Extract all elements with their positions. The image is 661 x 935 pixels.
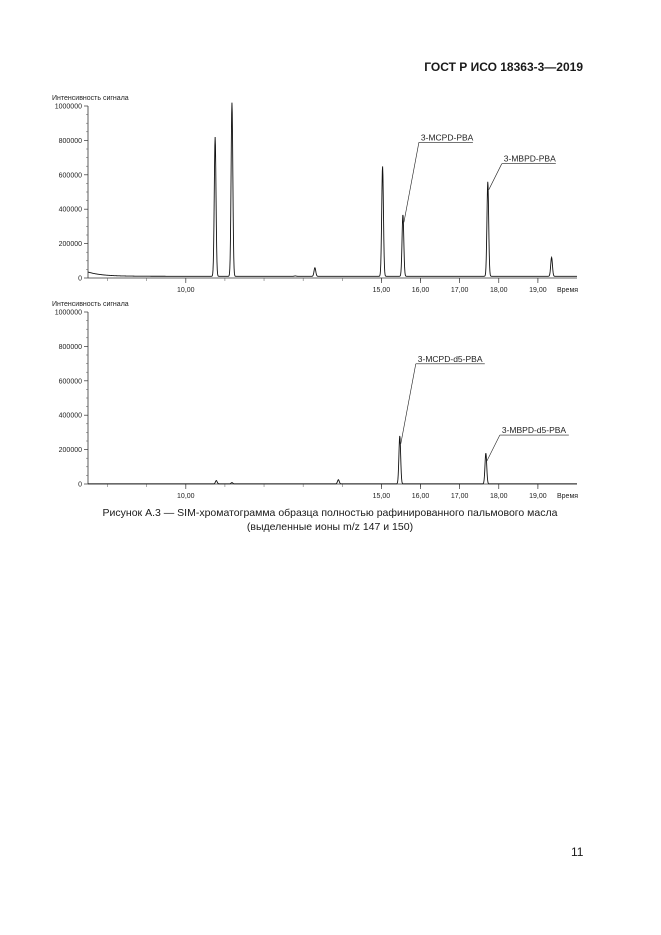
y-tick-label: 800000 bbox=[58, 343, 82, 351]
peak-label: 3-MBPD-PBA bbox=[503, 153, 556, 164]
y-tick-label: 400000 bbox=[58, 412, 82, 420]
peak-leader-line bbox=[487, 435, 500, 461]
y-tick-label: 600000 bbox=[58, 172, 82, 180]
peak-leader-line bbox=[489, 164, 502, 190]
chromatogram-bottom bbox=[0, 296, 661, 501]
chromatogram-trace bbox=[88, 436, 577, 484]
y-tick-label: 200000 bbox=[58, 447, 82, 455]
x-tick-label: 17,00 bbox=[450, 493, 469, 500]
caption-line-2: (выделенные ионы m/z 147 и 150) bbox=[246, 521, 414, 533]
chromatogram-top bbox=[0, 90, 661, 295]
x-tick-label: 15,00 bbox=[372, 493, 391, 500]
x-tick-label: 10,00 bbox=[177, 493, 195, 500]
peak-label: 3-MCPD-d5-PBA bbox=[417, 353, 483, 364]
y-tick-label: 400000 bbox=[58, 206, 82, 214]
peak-leader-line bbox=[404, 142, 419, 222]
x-tick-label: 16,00 bbox=[411, 287, 430, 294]
y-tick-label: 0 bbox=[78, 275, 82, 283]
x-tick-label: 16,00 bbox=[411, 493, 430, 500]
figure-caption bbox=[60, 506, 600, 534]
x-tick-label: 19,00 bbox=[529, 287, 547, 294]
page-number: 11 bbox=[571, 845, 584, 859]
y-tick-label: 0 bbox=[78, 481, 82, 489]
chromatogram-trace bbox=[88, 103, 577, 277]
y-tick-label: 1000000 bbox=[54, 309, 82, 317]
document-id: ГОСТ Р ИСО 18363-3—2019 bbox=[424, 60, 583, 74]
x-tick-label: 18,00 bbox=[489, 287, 508, 294]
x-tick-label: 15,00 bbox=[372, 287, 391, 294]
x-axis-label: Время bbox=[557, 493, 579, 500]
peak-label: 3-MBPD-d5-PBA bbox=[501, 425, 567, 436]
peak-leader-line bbox=[401, 364, 416, 444]
y-tick-label: 200000 bbox=[58, 241, 82, 249]
peak-label: 3-MCPD-PBA bbox=[420, 132, 474, 143]
x-tick-label: 19,00 bbox=[529, 493, 547, 500]
y-tick-label: 1000000 bbox=[54, 103, 82, 111]
y-tick-label: 600000 bbox=[58, 378, 82, 386]
x-tick-label: 18,00 bbox=[489, 493, 508, 500]
x-axis-label: Время bbox=[557, 287, 579, 294]
y-axis-label: Интенсивность сигнала bbox=[52, 301, 129, 308]
x-tick-label: 17,00 bbox=[450, 287, 469, 294]
y-axis-label: Интенсивность сигнала bbox=[52, 95, 129, 102]
y-tick-label: 800000 bbox=[58, 137, 82, 145]
x-tick-label: 10,00 bbox=[177, 287, 195, 294]
caption-line-1: Рисунок А.3 — SIM-хроматограмма образца полностью рафинированного пальмового масла bbox=[102, 507, 558, 519]
